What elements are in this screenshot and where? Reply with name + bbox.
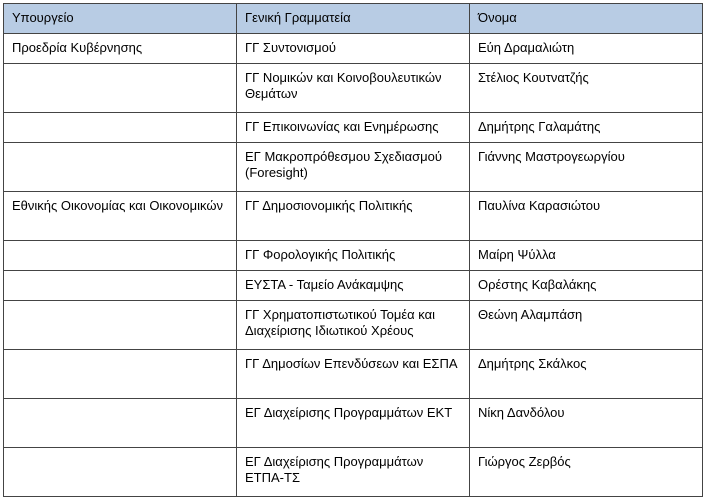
name-cell: Παυλίνα Καρασιώτου	[470, 192, 703, 241]
name-cell: Στέλιος Κουτνατζής	[470, 64, 703, 113]
name-cell: Νίκη Δανδόλου	[470, 399, 703, 448]
secretariat-cell: ΓΓ Χρηματοπιστωτικού Τομέα και Διαχείρισης Ιδιωτικού Χρέους	[237, 301, 470, 350]
header-name: Όνομα	[470, 4, 703, 34]
table-header-row	[4, 4, 703, 34]
secretariat-cell: ΓΓ Φορολογικής Πολιτικής	[237, 241, 470, 271]
name-cell: Δημήτρης Γαλαμάτης	[470, 113, 703, 143]
ministry-cell	[4, 301, 237, 350]
name-cell: Θεώνη Αλαμπάση	[470, 301, 703, 350]
table-row	[4, 192, 703, 241]
secretariat-cell: ΕΥΣΤΑ - Ταμείο Ανάκαμψης	[237, 271, 470, 301]
table-row	[4, 301, 703, 350]
ministry-cell	[4, 399, 237, 448]
name-cell: Εύη Δραμαλιώτη	[470, 34, 703, 64]
secretariat-cell: ΓΓ Συντονισμού	[237, 34, 470, 64]
table-row	[4, 64, 703, 113]
secretariats-table	[3, 3, 703, 497]
ministry-cell	[4, 64, 237, 113]
table-row	[4, 34, 703, 64]
secretariat-cell: ΓΓ Νομικών και Κοινοβουλευτικών Θεμάτων	[237, 64, 470, 113]
table-row	[4, 113, 703, 143]
ministry-cell	[4, 448, 237, 497]
ministry-cell	[4, 113, 237, 143]
table-row	[4, 271, 703, 301]
secretariat-cell: ΕΓ Μακροπρόθεσμου Σχεδιασμού (Foresight)	[237, 143, 470, 192]
ministry-cell: Προεδρία Κυβέρνησης	[4, 34, 237, 64]
header-secretariat: Γενική Γραμματεία	[237, 4, 470, 34]
secretariat-cell: ΕΓ Διαχείρισης Προγραμμάτων ΕΚΤ	[237, 399, 470, 448]
header-ministry: Υπουργείο	[4, 4, 237, 34]
ministry-cell	[4, 143, 237, 192]
secretariat-cell: ΓΓ Δημοσίων Επενδύσεων και ΕΣΠΑ	[237, 350, 470, 399]
table-row	[4, 399, 703, 448]
name-cell: Γιώργος Ζερβός	[470, 448, 703, 497]
name-cell: Ορέστης Καβαλάκης	[470, 271, 703, 301]
ministry-cell	[4, 241, 237, 271]
secretariat-cell: ΓΓ Δημοσιονομικής Πολιτικής	[237, 192, 470, 241]
ministry-cell: Εθνικής Οικονομίας και Οικονομικών	[4, 192, 237, 241]
table-row	[4, 448, 703, 497]
table-row	[4, 241, 703, 271]
ministry-cell	[4, 271, 237, 301]
secretariat-cell: ΕΓ Διαχείρισης Προγραμμάτων ΕΤΠΑ-ΤΣ	[237, 448, 470, 497]
table-row	[4, 143, 703, 192]
name-cell: Γιάννης Μαστρογεωργίου	[470, 143, 703, 192]
table-row	[4, 350, 703, 399]
secretariat-cell: ΓΓ Επικοινωνίας και Ενημέρωσης	[237, 113, 470, 143]
name-cell: Μαίρη Ψύλλα	[470, 241, 703, 271]
name-cell: Δημήτρης Σκάλκος	[470, 350, 703, 399]
ministry-cell	[4, 350, 237, 399]
